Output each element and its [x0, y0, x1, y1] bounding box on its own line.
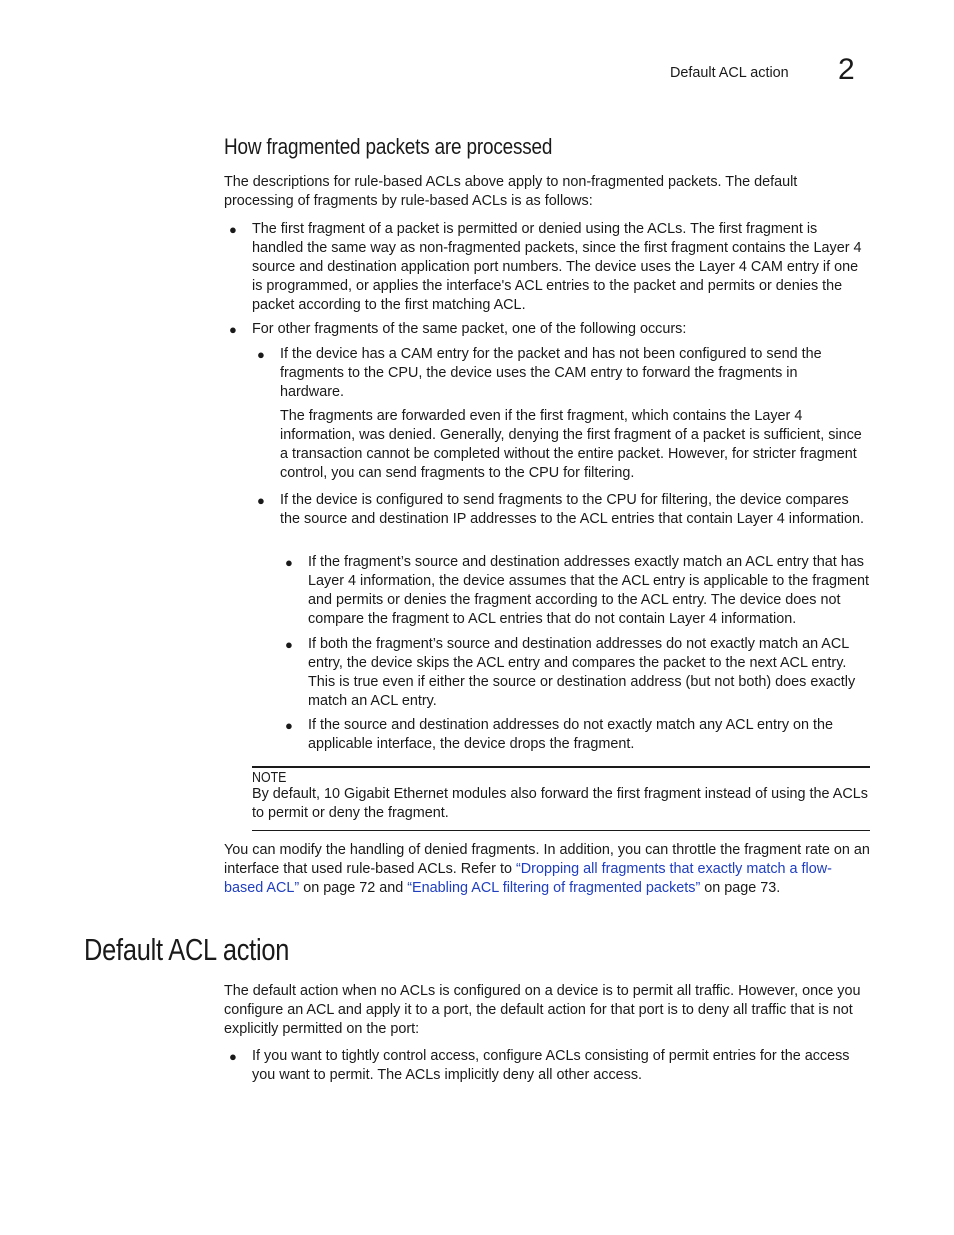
intro-paragraph: The descriptions for rule-based ACLs above apply to non-fragmented packets. The default processing of fragments by rule-based ACLs is as follows: — [224, 174, 798, 209]
bullet-tight-control: If you want to tightly control access, configure ACLs consisting of permit entries for the access you want to permit. The ACLs implicitly deny all other access. — [252, 1048, 850, 1083]
note-text: By default, 10 Gigabit Ethernet modules also forward the first fragment instead of using the ACLs to permit or deny the fragment. — [252, 786, 868, 821]
sub-bullet-cam-entry: If the device has a CAM entry for the packet and has not been configured to send the fragments to the CPU, the device uses the CAM entry to forward the fragments in hardware. — [280, 346, 822, 400]
closing-text-1: You can modify the handling of denied fragments. In addition, you can throttle the fragment rate on an interface that used rule-based ACLs. Refer to — [224, 842, 870, 877]
bullet-marker: ● — [257, 347, 265, 362]
bullet-marker: ● — [285, 718, 293, 733]
bullet-first-fragment: The first fragment of a packet is permitted or denied using the ACLs. The first fragment is handled the same way as non-fragmented packets, since the first fragment contains the Layer 4 source and destination application port numbers. The device uses the Layer 4 CAM entry if one is programmed, or applies the interface's ACL entries to the packet and permits or denies the packet according to the first matching ACL. — [252, 221, 862, 313]
bullet-marker: ● — [229, 1049, 237, 1064]
bullet-marker: ● — [229, 322, 237, 337]
sub-bullet-send-to-cpu: If the device is configured to send fragments to the CPU for filtering, the device compares the source and destination IP addresses to the ACL entries that contain Layer 4 information. — [280, 492, 864, 527]
sub-bullet-followup-paragraph: The fragments are forwarded even if the first fragment, which contains the Layer 4 information, was denied. Generally, denying the first fragment of a packet is sufficient, since a transaction cannot be completed without the entire packet. However, for stricter fragment control, you can send fragments to the CPU for filtering. — [280, 408, 862, 481]
closing-text-3: on page 73. — [700, 880, 781, 896]
bullet-other-fragments: For other fragments of the same packet, one of the following occurs: — [252, 321, 687, 337]
bullet-marker: ● — [257, 493, 265, 508]
default-intro-paragraph: The default action when no ACLs is configured on a device is to permit all traffic. However, once you configure an ACL and apply it to a port, the default action for that port is to deny all traffic that is not explicitly permitted on the port: — [224, 983, 861, 1037]
note-bottom-rule — [252, 830, 870, 831]
sub-sub-bullet-exact-match: If the fragment’s source and destination addresses exactly match an ACL entry that has Layer 4 information, the device assumes that the ACL entry is applicable to the fragment and permits or denies the fragment according to the ACL entry. The device does not compare the fragment to ACL entries that do not contain Layer 4 information. — [308, 554, 870, 627]
sub-sub-bullet-drop-fragment: If the source and destination addresses do not exactly match any ACL entry on the applicable interface, the device drops the fragment. — [308, 717, 834, 752]
bullet-marker: ● — [285, 555, 293, 570]
note-top-rule — [252, 766, 870, 768]
closing-text-2: on page 72 and — [299, 880, 408, 896]
section-heading-default-acl-action: Default ACL action — [84, 932, 290, 967]
section-heading-fragmented-packets: How fragmented packets are processed — [224, 134, 553, 159]
sub-sub-bullet-no-exact-match: If both the fragment’s source and destination addresses do not exactly match an ACL entry, the device skips the ACL entry and compares the packet to the next ACL entry. This is true even if either the source or destination address (but not both) does exactly match an ACL entry. — [308, 636, 856, 709]
bullet-marker: ● — [285, 637, 293, 652]
running-header-title: Default ACL action — [670, 65, 789, 81]
link-enabling-acl-filtering[interactable]: “Enabling ACL filtering of fragmented packets” — [407, 880, 701, 896]
chapter-number: 2 — [838, 53, 855, 86]
link-dropping-fragments[interactable]: “Dropping all fragments that exactly match a flow-based ACL” — [224, 861, 832, 896]
closing-paragraph — [224, 841, 870, 898]
bullet-marker: ● — [229, 222, 237, 237]
note-label: NOTE — [252, 770, 287, 786]
